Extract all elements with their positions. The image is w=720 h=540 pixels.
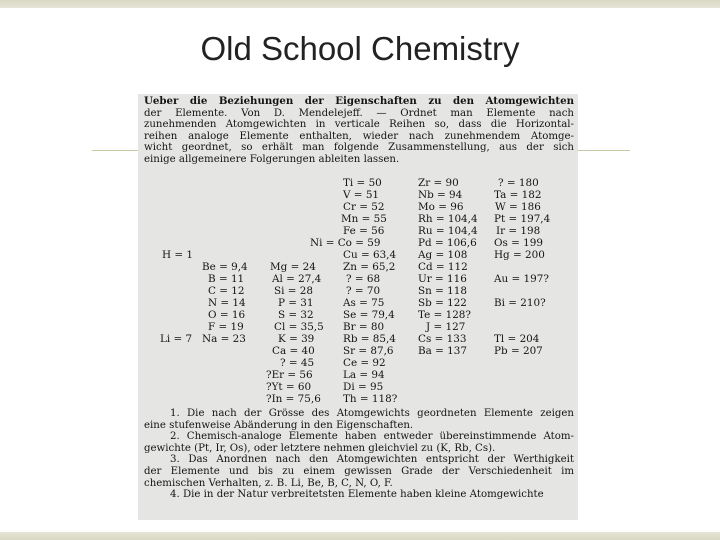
element-entry: Ur = 116	[418, 273, 467, 285]
element-entry: Sn = 118	[418, 285, 467, 297]
element-entry: Na = 23	[202, 333, 246, 345]
element-entry: Zn = 65,2	[343, 261, 396, 273]
element-entry: Sr = 87,6	[343, 345, 394, 357]
element-entry: S = 32	[278, 309, 314, 321]
conclusion-line: 2. Chemisch-analoge Elemente haben entweder übereinstimmende Atom-	[170, 431, 574, 443]
element-entry: Zr = 90	[418, 177, 459, 189]
element-entry: ?Yt = 60	[266, 381, 312, 393]
element-entry: Br = 80	[343, 321, 385, 333]
intro-line: wicht geordnet, so erhält man folgende Zusammenstellung, aus der sich	[144, 142, 574, 154]
element-entry: La = 94	[343, 369, 385, 381]
element-entry: Pb = 207	[494, 345, 543, 357]
element-entry: ? = 70	[346, 285, 381, 297]
element-entry: V = 51	[343, 189, 380, 201]
conclusion-line: chemischen Verhalten, z. B. Li, Be, B, C, N, O, F.	[144, 477, 393, 489]
decorative-rule-right	[574, 150, 630, 151]
element-entry: Ti = 50	[343, 177, 382, 189]
element-entry: Fe = 56	[343, 225, 385, 237]
slide-bottom-band	[0, 532, 720, 540]
conclusion-line: eine stufenweise Abänderung in den Eigenschaften.	[144, 419, 414, 431]
element-entry: N = 14	[208, 297, 246, 309]
element-entry: Au = 197?	[494, 273, 549, 285]
slide-title: Old School Chemistry	[200, 30, 520, 67]
element-entry: Te = 128?	[418, 309, 471, 321]
element-entry: Pd = 106,6	[418, 237, 477, 249]
element-entry: J = 127	[426, 321, 466, 333]
intro-line: Ueber die Beziehungen der Eigenschaften zu den Atomgewichten	[144, 95, 574, 107]
intro-line: einige allgemeinere Folgerungen ableiten lassen.	[144, 153, 400, 165]
element-entry: Ru = 104,4	[418, 225, 478, 237]
element-entry: ?Er = 56	[266, 369, 313, 381]
element-entry: Mn = 55	[341, 213, 387, 225]
element-entry: Ta = 182	[494, 189, 542, 201]
element-entry: ? = 45	[280, 357, 315, 369]
element-entry: ? = 180	[498, 177, 539, 189]
element-entry: C = 12	[208, 285, 245, 297]
conclusion-line: 1. Die nach der Grösse des Atomgewichts geordneten Elemente zeigen	[170, 408, 574, 419]
document-conclusions	[144, 408, 574, 501]
element-entry: Cs = 133	[418, 333, 467, 345]
element-entry: Se = 79,4	[343, 309, 395, 321]
conclusion-line: 3. Das Anordnen nach den Atomgewichten entspricht der Werthigkeit	[170, 454, 574, 466]
element-entry: Be = 9,4	[202, 261, 248, 273]
element-entry: Th = 118?	[343, 393, 398, 405]
element-entry: Sb = 122	[418, 297, 467, 309]
document-intro	[144, 96, 574, 166]
element-entry: Mo = 96	[418, 201, 464, 213]
element-entry: Cr = 52	[343, 201, 385, 213]
element-entry: Ce = 92	[343, 357, 386, 369]
element-entry: Cd = 112	[418, 261, 468, 273]
element-entry: Nb = 94	[418, 189, 463, 201]
element-entry: F = 19	[208, 321, 244, 333]
intro-line: der Elemente. Von D. Mendelejeff. — Ordnet man Elemente nach	[144, 107, 574, 119]
conclusion-line: gewichte (Pt, Ir, Os), oder letztere nehmen gleichviel zu (K, Rb, Cs).	[144, 442, 496, 454]
element-entry: As = 75	[343, 297, 385, 309]
element-entry: Pt = 197,4	[494, 213, 551, 225]
element-entry: Di = 95	[343, 381, 384, 393]
element-entry: ?In = 75,6	[266, 393, 321, 405]
element-entry: K = 39	[278, 333, 315, 345]
element-entry: Li = 7	[160, 333, 193, 345]
element-entry: Tl = 204	[494, 333, 540, 345]
element-entry: Cl = 35,5	[274, 321, 324, 333]
conclusion-line: 4. Die in der Natur verbreitetsten Elemente haben kleine Atomgewichte	[170, 489, 544, 501]
element-entry: ? = 68	[346, 273, 381, 285]
intro-line: reihen analoge Elemente enthalten, wieder nach zunehmendem Atomge-	[144, 130, 574, 142]
element-entry: B = 11	[208, 273, 245, 285]
element-entry: Ni = Co = 59	[310, 237, 381, 249]
decorative-rule-left	[92, 150, 142, 151]
element-entry: Ba = 137	[418, 345, 467, 357]
element-entry: Mg = 24	[270, 261, 316, 273]
conclusion-line: der Elemente und bis zu einem gewissen Grade der Verschiedenheit im	[144, 465, 574, 477]
element-entry: Ca = 40	[272, 345, 315, 357]
intro-line: zunehmenden Atomgewichten in verticale Reihen so, dass die Horizontal-	[144, 119, 574, 131]
element-entry: Si = 28	[274, 285, 313, 297]
element-entry: Ir = 198	[496, 225, 541, 237]
element-entry: Hg = 200	[494, 249, 545, 261]
element-entry: W = 186	[495, 201, 541, 213]
scanned-document	[138, 94, 578, 520]
element-entry: P = 31	[278, 297, 314, 309]
element-entry: Rb = 85,4	[343, 333, 396, 345]
element-entry: H = 1	[162, 249, 193, 261]
element-entry: Os = 199	[494, 237, 543, 249]
element-entry: O = 16	[208, 309, 246, 321]
element-entry: Rh = 104,4	[418, 213, 478, 225]
element-entry: Ag = 108	[418, 249, 468, 261]
slide-top-band	[0, 0, 720, 8]
element-entry: Cu = 63,4	[343, 249, 397, 261]
element-entry: Bi = 210?	[494, 297, 546, 309]
element-entry: Al = 27,4	[272, 273, 322, 285]
